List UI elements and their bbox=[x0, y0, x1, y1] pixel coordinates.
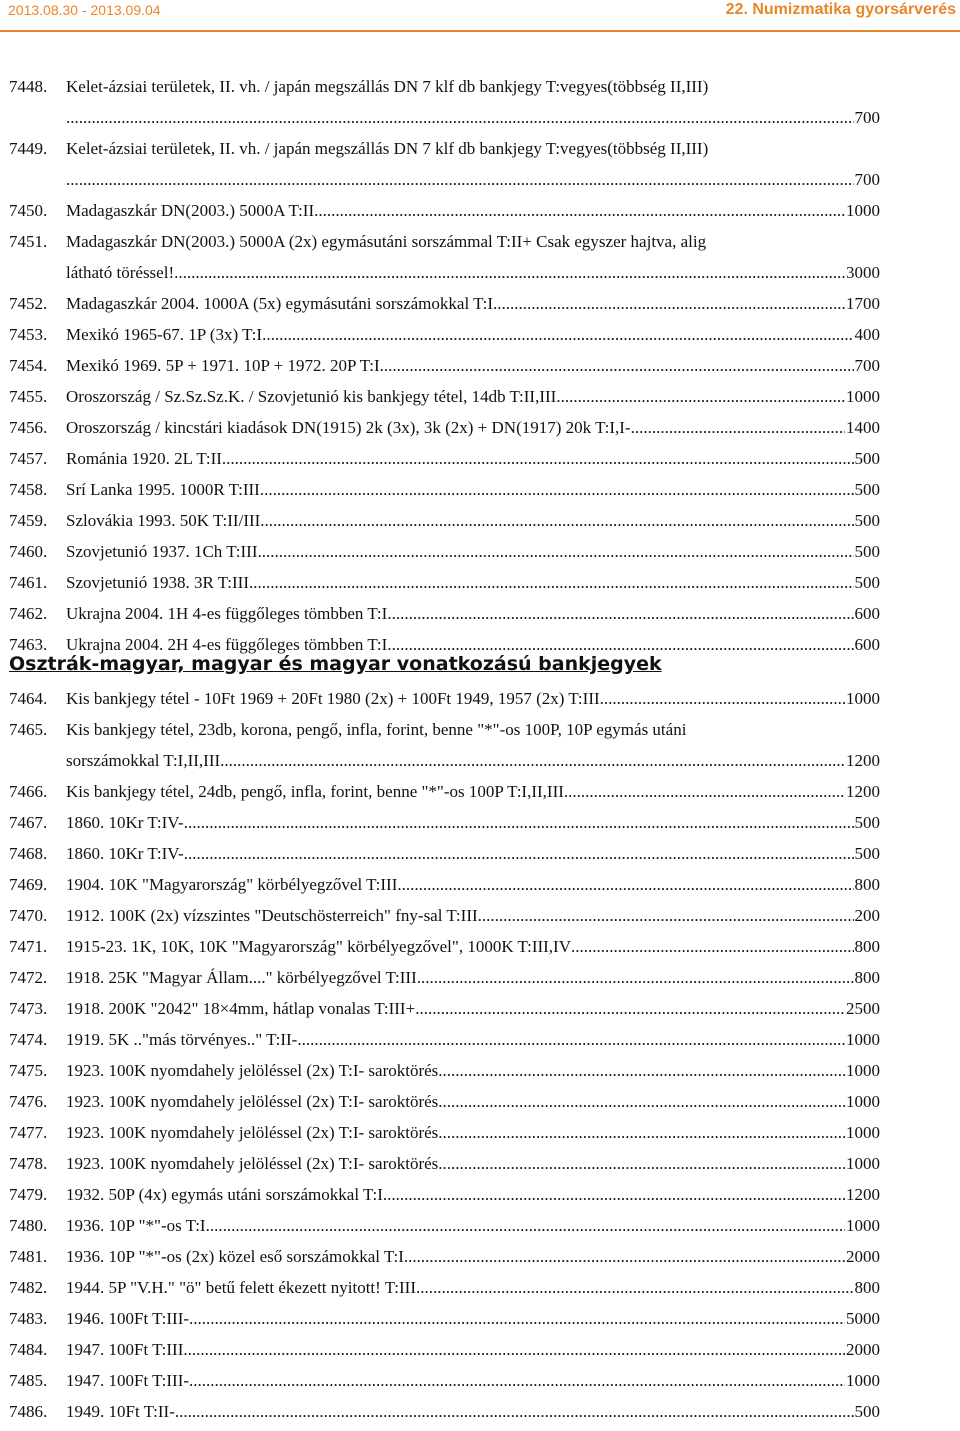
lot-description: 1936. 10P "*"-os (2x) közel eső sorszámokkal T:I bbox=[66, 1247, 404, 1266]
lot-price-line bbox=[66, 780, 880, 811]
lot-price: 700 bbox=[854, 356, 880, 375]
lot-number: 7466. bbox=[9, 782, 48, 801]
lot-body bbox=[66, 354, 880, 385]
date-range: 2013.08.30 - 2013.09.04 bbox=[8, 2, 161, 18]
lot-body bbox=[66, 780, 880, 811]
lot-number: 7471. bbox=[9, 937, 48, 956]
lot-body bbox=[66, 416, 880, 447]
lot-description: Szovjetunió 1937. 1Ch T:III bbox=[66, 542, 258, 561]
leader-dots bbox=[262, 323, 853, 346]
lot-number: 7482. bbox=[9, 1278, 48, 1297]
lot-price-line bbox=[66, 1152, 880, 1183]
lot-description: 1923. 100K nyomdahely jelöléssel (2x) T:I- saroktörés bbox=[66, 1154, 439, 1173]
lot-price-line bbox=[66, 1307, 880, 1338]
lot-number: 7451. bbox=[9, 232, 48, 251]
lot-number: 7484. bbox=[9, 1340, 48, 1359]
lot-number: 7473. bbox=[9, 999, 48, 1018]
lot-description: 1944. 5P "V.H." "ö" betű felett ékezett nyitott! T:III bbox=[66, 1278, 417, 1297]
lot-description: Madagaszkár 2004. 1000A (5x) egymásutáni sorszámokkal T:I bbox=[66, 294, 494, 313]
lot-number: 7458. bbox=[9, 480, 48, 499]
leader-dots bbox=[206, 1214, 845, 1237]
lot-body bbox=[66, 842, 880, 873]
leader-dots bbox=[174, 261, 845, 284]
lot-description: Oroszország / Sz.Sz.Sz.K. / Szovjetunió kis bankjegy tétel, 14db T:II,III bbox=[66, 387, 557, 406]
lot-price-line bbox=[66, 168, 880, 199]
lot-number: 7464. bbox=[9, 689, 48, 708]
lot-body bbox=[66, 292, 880, 323]
lot-description: Kis bankjegy tétel, 23db, korona, pengő, infla, forint, benne "*"-os 100P, 10P egymás utáni bbox=[66, 720, 687, 739]
lot-price: 400 bbox=[854, 325, 880, 344]
lot-number: 7468. bbox=[9, 844, 48, 863]
lot-price: 1000 bbox=[846, 689, 880, 708]
lot-price: 500 bbox=[854, 573, 880, 592]
lot-body bbox=[66, 1028, 880, 1059]
lot-price-line bbox=[66, 1183, 880, 1214]
lot-description: 1919. 5K .."más törvényes.." T:II- bbox=[66, 1030, 298, 1049]
leader-dots bbox=[258, 540, 854, 563]
lot-price: 700 bbox=[854, 170, 880, 189]
leader-dots bbox=[383, 1183, 845, 1206]
lot-number: 7467. bbox=[9, 813, 48, 832]
auction-title: 22. Numizmatika gyorsárverés bbox=[725, 1, 956, 18]
lot-body bbox=[66, 966, 880, 997]
lot-price-line bbox=[66, 478, 880, 509]
lot-price-line bbox=[66, 509, 880, 540]
lot-description: 1947. 100Ft T:III bbox=[66, 1340, 184, 1359]
lot-price: 600 bbox=[854, 604, 880, 623]
lot-price: 1000 bbox=[846, 201, 880, 220]
leader-dots bbox=[438, 1059, 845, 1082]
lot-price-line bbox=[66, 687, 880, 718]
lot-description: 1923. 100K nyomdahely jelöléssel (2x) T:I- saroktörés bbox=[66, 1092, 439, 1111]
page-header bbox=[0, 0, 960, 32]
lot-description: 1918. 200K "2042" 18×4mm, hátlap vonalas T:III+ bbox=[66, 999, 416, 1018]
leader-dots bbox=[184, 811, 854, 834]
lot-price-line bbox=[66, 966, 880, 997]
lot-price-line bbox=[66, 416, 880, 447]
lot-description: Szlovákia 1993. 50K T:II/III bbox=[66, 511, 261, 530]
lot-price: 800 bbox=[854, 968, 880, 987]
leader-dots bbox=[260, 478, 854, 501]
lot-description: Mexikó 1969. 5P + 1971. 10P + 1972. 20P T:I bbox=[66, 356, 380, 375]
lot-description: 1860. 10Kr T:IV- bbox=[66, 813, 184, 832]
lot-price: 1400 bbox=[846, 418, 880, 437]
lot-price-line bbox=[66, 1338, 880, 1369]
lot-body bbox=[66, 447, 880, 478]
lot-description: Ukrajna 2004. 2H 4-es függőleges tömbben T:I bbox=[66, 635, 388, 654]
leader-dots bbox=[556, 385, 845, 408]
lot-description: Kis bankjegy tétel, 24db, pengő, infla, forint, benne "*"-os 100P T:I,II,III bbox=[66, 782, 564, 801]
lot-number: 7459. bbox=[9, 511, 48, 530]
lot-body bbox=[66, 323, 880, 354]
leader-dots bbox=[249, 571, 854, 594]
lot-number: 7476. bbox=[9, 1092, 48, 1111]
lot-price: 800 bbox=[854, 1278, 880, 1297]
leader-dots bbox=[189, 1307, 845, 1330]
lot-price: 1000 bbox=[846, 1216, 880, 1235]
leader-dots bbox=[314, 199, 845, 222]
lot-description: Románia 1920. 2L T:II bbox=[66, 449, 222, 468]
lot-number: 7462. bbox=[9, 604, 48, 623]
lot-price-line bbox=[66, 811, 880, 842]
leader-dots bbox=[631, 416, 845, 439]
lot-body bbox=[66, 478, 880, 509]
leader-dots bbox=[66, 168, 854, 191]
lot-price-line bbox=[66, 1121, 880, 1152]
lot-description: 1912. 100K (2x) vízszintes "Deutschösterreich" fny-sal T:III bbox=[66, 906, 478, 925]
leader-dots bbox=[184, 842, 854, 865]
lot-price: 1200 bbox=[846, 782, 880, 801]
lot-price-line bbox=[66, 1028, 880, 1059]
lot-description: 1860. 10Kr T:IV- bbox=[66, 844, 184, 863]
lot-number: 7485. bbox=[9, 1371, 48, 1390]
lot-body bbox=[66, 540, 880, 571]
lot-price-line bbox=[66, 354, 880, 385]
lot-number: 7457. bbox=[9, 449, 48, 468]
lot-body bbox=[66, 718, 880, 780]
lot-price-line bbox=[66, 323, 880, 354]
leader-dots bbox=[175, 1400, 854, 1423]
lot-body bbox=[66, 1183, 880, 1214]
leader-dots bbox=[493, 292, 845, 315]
lot-price-line bbox=[66, 261, 880, 292]
lot-price: 1000 bbox=[846, 1092, 880, 1111]
lot-body bbox=[66, 199, 880, 230]
lot-description: Madagaszkár DN(2003.) 5000A T:II bbox=[66, 201, 315, 220]
lot-description: Kelet-ázsiai területek, II. vh. / japán megszállás DN 7 klf db bankjegy T:vegyes(többség II,III) bbox=[66, 77, 709, 96]
lot-description: 1918. 25K "Magyar Állam...." körbélyegzővel T:III bbox=[66, 968, 417, 987]
leader-dots bbox=[438, 1090, 845, 1113]
lot-price: 500 bbox=[854, 511, 880, 530]
lot-price-line bbox=[66, 540, 880, 571]
lot-price: 1000 bbox=[846, 387, 880, 406]
lot-number: 7456. bbox=[9, 418, 48, 437]
lot-price-line bbox=[66, 1400, 880, 1431]
lot-price: 1200 bbox=[846, 751, 880, 770]
lot-price-line bbox=[66, 1090, 880, 1121]
lot-number: 7463. bbox=[9, 635, 48, 654]
lot-price-line bbox=[66, 749, 880, 780]
lot-number: 7486. bbox=[9, 1402, 48, 1421]
lot-body bbox=[66, 1245, 880, 1276]
leader-dots bbox=[600, 687, 845, 710]
leader-dots bbox=[415, 997, 845, 1020]
lot-body bbox=[66, 1338, 880, 1369]
lot-body bbox=[66, 811, 880, 842]
lot-description: Kelet-ázsiai területek, II. vh. / japán megszállás DN 7 klf db bankjegy T:vegyes(többség II,III) bbox=[66, 139, 709, 158]
lot-price-line bbox=[66, 842, 880, 873]
lot-number: 7475. bbox=[9, 1061, 48, 1080]
lot-description: Srí Lanka 1995. 1000R T:III bbox=[66, 480, 260, 499]
lot-number: 7478. bbox=[9, 1154, 48, 1173]
lot-price: 500 bbox=[854, 813, 880, 832]
lot-body bbox=[66, 1121, 880, 1152]
lot-number: 7474. bbox=[9, 1030, 48, 1049]
lot-body bbox=[66, 1214, 880, 1245]
section-title: Osztrák-magyar, magyar és magyar vonatkozású bankjegyek bbox=[9, 653, 662, 675]
leader-dots bbox=[189, 1369, 845, 1392]
lot-body bbox=[66, 1152, 880, 1183]
lot-body bbox=[66, 1059, 880, 1090]
leader-dots bbox=[417, 966, 854, 989]
lot-price-line bbox=[66, 997, 880, 1028]
leader-dots bbox=[260, 509, 853, 532]
lot-price-line bbox=[66, 1214, 880, 1245]
lot-price: 500 bbox=[854, 1402, 880, 1421]
lot-body bbox=[66, 230, 880, 292]
lot-description: Mexikó 1965-67. 1P (3x) T:I bbox=[66, 325, 263, 344]
leader-dots bbox=[297, 1028, 845, 1051]
lot-description: 1923. 100K nyomdahely jelöléssel (2x) T:I- saroktörés bbox=[66, 1061, 439, 1080]
lot-number: 7481. bbox=[9, 1247, 48, 1266]
lot-price-line bbox=[66, 1059, 880, 1090]
lot-price: 600 bbox=[854, 635, 880, 654]
lot-number: 7465. bbox=[9, 720, 48, 739]
leader-dots bbox=[380, 354, 854, 377]
lot-number: 7479. bbox=[9, 1185, 48, 1204]
lot-body bbox=[66, 1369, 880, 1400]
lot-number: 7454. bbox=[9, 356, 48, 375]
lot-price: 1000 bbox=[846, 1154, 880, 1173]
lot-description-cont: sorszámokkal T:I,II,III bbox=[66, 751, 221, 770]
lot-price: 1000 bbox=[846, 1371, 880, 1390]
lot-price-line bbox=[66, 1369, 880, 1400]
lot-number: 7469. bbox=[9, 875, 48, 894]
lot-description: 1904. 10K "Magyarország" körbélyegzővel T:III bbox=[66, 875, 398, 894]
lot-price: 500 bbox=[854, 542, 880, 561]
lot-price: 500 bbox=[854, 844, 880, 863]
leader-dots bbox=[66, 106, 854, 129]
lot-description: 1949. 10Ft T:II- bbox=[66, 1402, 175, 1421]
lot-price: 700 bbox=[854, 108, 880, 127]
lot-description: 1932. 50P (4x) egymás utáni sorszámokkal T:I bbox=[66, 1185, 383, 1204]
header-divider bbox=[0, 30, 960, 32]
lot-body bbox=[66, 904, 880, 935]
lot-number: 7453. bbox=[9, 325, 48, 344]
lot-number: 7477. bbox=[9, 1123, 48, 1142]
lot-price-line bbox=[66, 873, 880, 904]
lot-price-line bbox=[66, 292, 880, 323]
lot-price: 3000 bbox=[846, 263, 880, 282]
leader-dots bbox=[438, 1121, 845, 1144]
lot-description: 1947. 100Ft T:III- bbox=[66, 1371, 190, 1390]
lot-body bbox=[66, 1400, 880, 1431]
lot-body bbox=[66, 385, 880, 416]
lot-body bbox=[66, 873, 880, 904]
leader-dots bbox=[416, 1276, 853, 1299]
leader-dots bbox=[220, 749, 845, 772]
lot-description: 1915-23. 1K, 10K, 10K "Magyarország" körbélyegzővel", 1000K T:III,IV bbox=[66, 937, 571, 956]
lot-number: 7448. bbox=[9, 77, 48, 96]
lot-description: Ukrajna 2004. 1H 4-es függőleges tömbben T:I bbox=[66, 604, 388, 623]
lot-price: 5000 bbox=[846, 1309, 880, 1328]
lot-body bbox=[66, 137, 880, 199]
leader-dots bbox=[571, 935, 854, 958]
lot-price-line bbox=[66, 1245, 880, 1276]
lot-price: 2000 bbox=[846, 1247, 880, 1266]
leader-dots bbox=[397, 873, 853, 896]
lot-price: 1000 bbox=[846, 1123, 880, 1142]
lot-body bbox=[66, 602, 880, 633]
lot-description-cont: látható töréssel! bbox=[66, 263, 175, 282]
lot-description: 1936. 10P "*"-os T:I bbox=[66, 1216, 206, 1235]
lot-number: 7472. bbox=[9, 968, 48, 987]
leader-dots bbox=[404, 1245, 845, 1268]
lot-price: 1200 bbox=[846, 1185, 880, 1204]
lot-price-line bbox=[66, 602, 880, 633]
lot-price: 800 bbox=[854, 875, 880, 894]
lot-price-line bbox=[66, 571, 880, 602]
lot-price: 500 bbox=[854, 480, 880, 499]
lot-description: Szovjetunió 1938. 3R T:III bbox=[66, 573, 249, 592]
lot-body bbox=[66, 571, 880, 602]
lot-price-line bbox=[66, 935, 880, 966]
lot-price: 1000 bbox=[846, 1061, 880, 1080]
lot-description: 1923. 100K nyomdahely jelöléssel (2x) T:I- saroktörés bbox=[66, 1123, 439, 1142]
lot-description: Oroszország / kincstári kiadások DN(1915) 2k (3x), 3k (2x) + DN(1917) 20k T:I,I- bbox=[66, 418, 631, 437]
lot-body bbox=[66, 509, 880, 540]
lot-number: 7461. bbox=[9, 573, 48, 592]
lot-number: 7450. bbox=[9, 201, 48, 220]
lot-number: 7460. bbox=[9, 542, 48, 561]
lot-number: 7455. bbox=[9, 387, 48, 406]
lot-price-line bbox=[66, 447, 880, 478]
lot-body bbox=[66, 1276, 880, 1307]
lot-number: 7480. bbox=[9, 1216, 48, 1235]
lot-price: 500 bbox=[854, 449, 880, 468]
leader-dots bbox=[387, 602, 853, 625]
lot-description: Kis bankjegy tétel - 10Ft 1969 + 20Ft 1980 (2x) + 100Ft 1949, 1957 (2x) T:III bbox=[66, 689, 600, 708]
lot-price: 2500 bbox=[846, 999, 880, 1018]
leader-dots bbox=[478, 904, 854, 927]
lot-number: 7452. bbox=[9, 294, 48, 313]
lot-description: Madagaszkár DN(2003.) 5000A (2x) egymásutáni sorszámmal T:II+ Csak egyszer hajtva, alig bbox=[66, 232, 707, 251]
lot-price: 1000 bbox=[846, 1030, 880, 1049]
leader-dots bbox=[222, 447, 854, 470]
leader-dots bbox=[438, 1152, 845, 1175]
lot-price: 800 bbox=[854, 937, 880, 956]
lot-number: 7483. bbox=[9, 1309, 48, 1328]
lot-price: 1700 bbox=[846, 294, 880, 313]
lot-price: 2000 bbox=[846, 1340, 880, 1359]
lot-price-line bbox=[66, 199, 880, 230]
leader-dots bbox=[564, 780, 845, 803]
lot-price-line bbox=[66, 106, 880, 137]
lot-body bbox=[66, 935, 880, 966]
lot-number: 7449. bbox=[9, 139, 48, 158]
lot-body bbox=[66, 75, 880, 137]
lot-body bbox=[66, 1090, 880, 1121]
lot-price-line bbox=[66, 1276, 880, 1307]
lot-price-line bbox=[66, 904, 880, 935]
lot-description: 1946. 100Ft T:III- bbox=[66, 1309, 190, 1328]
leader-dots bbox=[183, 1338, 845, 1361]
lot-body bbox=[66, 997, 880, 1028]
lot-price: 200 bbox=[854, 906, 880, 925]
lot-price-line bbox=[66, 385, 880, 416]
lot-number: 7470. bbox=[9, 906, 48, 925]
lot-body bbox=[66, 687, 880, 718]
lot-body bbox=[66, 1307, 880, 1338]
